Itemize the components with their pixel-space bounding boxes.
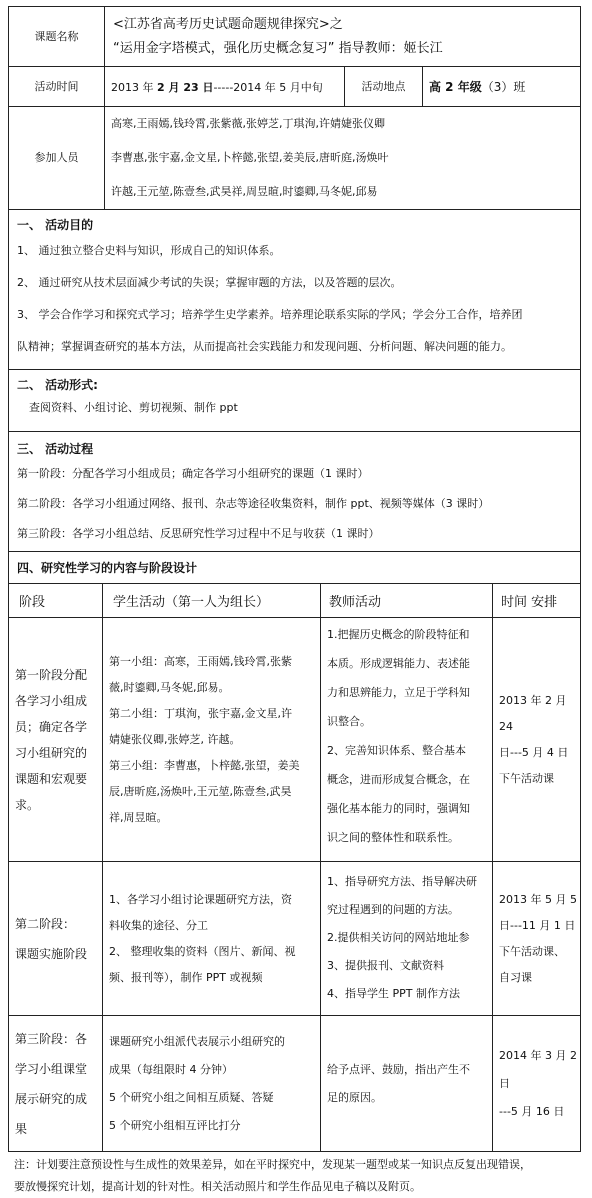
student-activity-line: 祥,周昱暄。 — [109, 810, 168, 824]
teacher-activity-line: 给予点评、鼓励，指出产生不 — [327, 1062, 470, 1076]
teacher-activity-line: 识之间的整体性和联系性。 — [327, 831, 459, 844]
teacher-activity-line: 力和思辨能力，立足于学科知 — [327, 686, 470, 699]
time-line: 2013 年 5 月 5 — [499, 892, 577, 906]
student-activity-line: 课题研究小组派代表展示小组研究的 — [109, 1034, 285, 1048]
student-activity-line: 第一小组：高寒，王雨嫣,钱玲霄,张紫 — [109, 654, 292, 668]
time-cell — [493, 862, 581, 1016]
student-activity-cell — [103, 618, 321, 862]
time-cell — [493, 1016, 581, 1152]
student-activity-line: 频、报刊等），制作 PPT 或视频 — [109, 970, 263, 984]
student-activity-line: 5 个研究小组之间相互质疑、答疑 — [109, 1090, 274, 1104]
time-line: 下午活动课、 — [499, 944, 565, 958]
activity-place-value — [423, 67, 581, 107]
form-section — [9, 370, 581, 432]
time-prefix: 2013 年 — [111, 80, 157, 94]
course-name-label: 课题名称 — [9, 7, 105, 67]
time-line: 2014 年 3 月 2 — [499, 1048, 577, 1062]
course-title-line2: “运用金字塔模式，强化历史概念复习” 指导教师：姬长江 — [113, 40, 443, 56]
participants-line: 李曹惠,张宇嘉,金文星,卜梓懿,张望,姜美辰,唐昕庭,汤焕叶 — [111, 151, 389, 164]
stage-cell — [9, 618, 103, 862]
course-title-line1: <江苏省高考历史试题命题规律探究>之 — [113, 16, 343, 32]
column-header-teacher: 教师活动 — [321, 584, 493, 618]
footnote-line: 要放慢探究计划，提高计划的针对性。相关活动照片和学生作品见电子稿以及附页。 — [14, 1180, 421, 1193]
stage-line: 第三阶段：各 — [15, 1031, 88, 1046]
stage-line: 课题实施阶段 — [15, 946, 88, 961]
activity-place-label: 活动地点 — [345, 67, 423, 107]
student-activity-line: 第二小组：丁琪洵，张宇嘉,金文星,许 — [109, 706, 292, 720]
footnote-line: 注：计划要注意预设性与生成性的效果差异，如在平时探究中，发现某一题型或某一知识点反复出现错误， — [14, 1158, 531, 1171]
process-item: 第三阶段：各学习小组总结、反思研究性学习过程中不足与收获（1 课时） — [17, 527, 380, 540]
purpose-item: 2、 通过研究从技术层面减少考试的失误；掌握审题的方法，以及答题的层次。 — [17, 276, 402, 289]
activity-time-label: 活动时间 — [9, 67, 105, 107]
column-header-student: 学生活动（第一人为组长） — [103, 584, 321, 618]
participants-list — [105, 107, 581, 210]
activity-plan-document — [8, 6, 580, 1198]
activity-time-value — [105, 67, 345, 107]
stage-line: 果 — [15, 1121, 28, 1136]
plan-header-table — [8, 6, 581, 584]
teacher-activity-line: 3、提供报刊、文献资料 — [327, 959, 444, 972]
purpose-section — [9, 210, 581, 370]
participants-line: 许越,王元堃,陈壹叁,武昊祥,周昱暄,时鎏卿,马冬妮,邱易 — [111, 185, 378, 198]
teacher-activity-cell — [321, 1016, 493, 1152]
student-activity-line: 1、各学习小组讨论课题研究方法，资 — [109, 892, 292, 906]
place-grade: 高 2 年级 — [429, 80, 482, 94]
purpose-item: 队精神；掌握调查研究的基本方法，从而提高社会实践能力和发现问题、分析问题、解决问题的能力。 — [17, 340, 512, 353]
teacher-activity-line: 强化基本能力的同时，强调知 — [327, 802, 470, 815]
column-header-time: 时间 安排 — [493, 584, 581, 618]
teacher-activity-cell — [321, 618, 493, 862]
time-line: 下午活动课 — [499, 771, 554, 785]
student-activity-line: 2、 整理收集的资料（图片、新闻、视 — [109, 944, 296, 958]
teacher-activity-line: 1.把握历史概念的阶段特征和 — [327, 628, 470, 641]
column-header-stage: 阶段 — [9, 584, 103, 618]
student-activity-cell — [103, 862, 321, 1016]
stage-line: 各学习小组成 — [15, 693, 88, 708]
time-start-bold: 2 月 23 日 — [157, 80, 214, 94]
time-line: 2013 年 2 月 24 — [499, 693, 567, 733]
time-line: ---5 月 16 日 — [499, 1104, 565, 1118]
stage-line: 习小组研究的 — [15, 745, 88, 760]
stage-line: 学习小组课堂 — [15, 1061, 88, 1076]
design-section-header — [9, 552, 581, 584]
student-activity-line: 5 个研究小组相互评比打分 — [109, 1118, 241, 1132]
teacher-activity-line: 4、指导学生 PPT 制作方法 — [327, 987, 460, 1000]
teacher-activity-line: 究过程遇到的问题的方法。 — [327, 903, 459, 916]
time-line: 日---11 月 1 日 — [499, 918, 576, 932]
process-item: 第一阶段：分配各学习小组成员；确定各学习小组研究的课题（1 课时） — [17, 467, 369, 480]
stage-line: 第二阶段： — [15, 916, 76, 931]
teacher-activity-line: 识整合。 — [327, 715, 371, 728]
stage-cell — [9, 862, 103, 1016]
teacher-activity-line: 本质。形成逻辑能力、表述能 — [327, 657, 470, 670]
process-title: 三、 活动过程 — [17, 442, 94, 456]
form-text: 查阅资料、小组讨论、剪切视频、制作 ppt — [29, 401, 238, 414]
stage-line: 课题和宏观要 — [15, 771, 88, 786]
participants-line: 高寒,王雨嫣,钱玲霄,张紫薇,张婷芝,丁琪洵,许婧婕张仪卿 — [111, 117, 385, 130]
stage-cell — [9, 1016, 103, 1152]
student-activity-cell — [103, 1016, 321, 1152]
student-activity-line: 成果（每组限时 4 分钟） — [109, 1062, 233, 1076]
time-line: 日 — [499, 1076, 510, 1090]
teacher-activity-line: 1、指导研究方法、指导解决研 — [327, 875, 477, 888]
participants-label: 参加人员 — [9, 107, 105, 210]
form-title: 二、 活动形式: — [17, 378, 98, 392]
process-section — [9, 432, 581, 552]
plan-footnote — [8, 1152, 580, 1198]
stage-line: 展示研究的成 — [15, 1091, 88, 1106]
process-item: 第二阶段：各学习小组通过网络、报刊、杂志等途径收集资料，制作 ppt、视频等媒体（3 课时） — [17, 497, 490, 510]
stage-line: 员；确定各学 — [15, 719, 88, 734]
student-activity-line: 婧婕张仪卿,张婷芝, 许越。 — [109, 732, 241, 746]
place-class: （3）班 — [481, 80, 526, 94]
purpose-item: 1、 通过独立整合史料与知识，形成自己的知识体系。 — [17, 244, 281, 257]
teacher-activity-line: 足的原因。 — [327, 1090, 382, 1104]
student-activity-line: 薇,时鎏卿,马冬妮,邱易。 — [109, 680, 230, 694]
time-line: 自习课 — [499, 970, 532, 984]
student-activity-line: 料收集的途径、分工 — [109, 918, 208, 932]
design-title: 四、研究性学习的内容与阶段设计 — [17, 561, 198, 575]
stage-line: 求。 — [15, 797, 40, 812]
teacher-activity-line: 概念，进而形成复合概念，在 — [327, 773, 470, 786]
purpose-item: 3、 学会合作学习和探究式学习；培养学生史学素养。培养理论联系实际的学风；学会分工合作，培养团 — [17, 308, 523, 321]
teacher-activity-line: 2、完善知识体系、整合基本 — [327, 744, 466, 757]
time-cell — [493, 618, 581, 862]
teacher-activity-cell — [321, 862, 493, 1016]
teacher-activity-line: 2.提供相关访问的网站地址参 — [327, 931, 470, 944]
course-title-cell — [105, 7, 581, 67]
time-suffix: -----2014 年 5 月中旬 — [213, 80, 323, 94]
stage-design-table — [8, 583, 581, 1152]
purpose-title: 一、 活动目的 — [17, 218, 94, 232]
time-line: 日---5 月 4 日 — [499, 745, 569, 759]
student-activity-line: 第三小组：李曹惠，卜梓懿,张望，姜美 — [109, 758, 300, 772]
student-activity-line: 辰,唐昕庭,汤焕叶,王元堃,陈壹叁,武昊 — [109, 784, 292, 798]
stage-line: 第一阶段分配 — [15, 667, 88, 682]
